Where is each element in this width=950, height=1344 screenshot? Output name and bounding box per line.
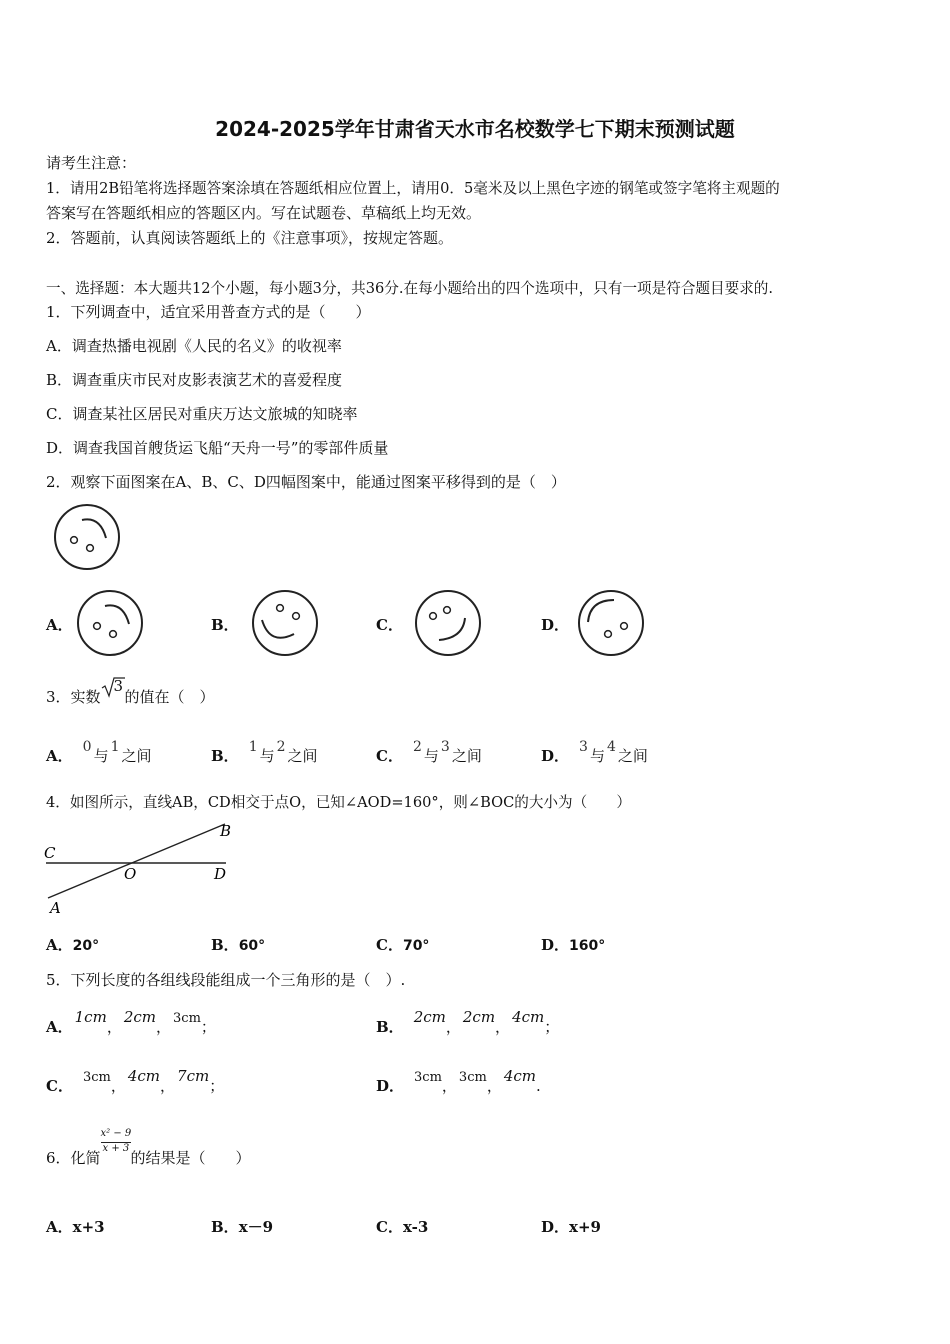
q5-a-v3: 3cm — [173, 1011, 201, 1026]
q3-c-lo: 2 — [412, 739, 422, 755]
q2-face-c — [413, 588, 483, 658]
q3-option-b — [211, 739, 318, 766]
q2-face-a — [75, 588, 145, 658]
q1-option-c: C．调查某社区居民对重庆万达文旅城的知晓率 — [46, 405, 358, 423]
notice-heading: 请考生注意： — [46, 154, 137, 172]
q5-a-end: ； — [200, 1018, 216, 1036]
q6-value-d: x+9 — [569, 1218, 601, 1236]
q4-value-d: 160° — [569, 938, 606, 954]
q3-b-and: 与 — [259, 747, 275, 765]
q3-d-hi: 4 — [606, 739, 616, 755]
q1-option-a: A．调查热播电视剧《人民的名义》的收视率 — [46, 337, 342, 355]
q5-d-v2: 3cm — [458, 1070, 487, 1085]
q3-a-hi: 1 — [110, 739, 120, 755]
q5-option-d — [376, 1067, 541, 1096]
q5-b-end: ； — [544, 1018, 560, 1036]
q5-a-v2: 2cm — [123, 1008, 156, 1026]
q5-c-sep1: ， — [110, 1077, 126, 1095]
label-a: A — [50, 899, 61, 917]
q6-label-c: C． — [376, 1218, 403, 1236]
q5-d-v1: 3cm — [414, 1070, 442, 1085]
q5-label-a: A． — [46, 1018, 73, 1036]
q4-value-a: 20° — [72, 938, 100, 954]
q2-original-face — [52, 502, 122, 572]
q3-a-lo: 0 — [82, 739, 92, 755]
q5-c-v1: 3cm — [82, 1070, 111, 1085]
q1-option-b: B．调查重庆市民对皮影表演艺术的喜爱程度 — [46, 371, 343, 389]
q6-value-b: x－9 — [238, 1218, 274, 1236]
q4-label-b: B． — [211, 936, 239, 954]
q5-label-d: D． — [376, 1077, 405, 1095]
q3-b-hi: 2 — [276, 739, 286, 755]
q6-stem-pre: 6．化简 — [46, 1149, 101, 1167]
q5-c-v3: 7cm — [177, 1067, 210, 1085]
q4-stem: 4．如图所示，直线AB，CD相交于点O，已知∠AOD=160°，则∠BOC的大小为（ ） — [46, 794, 631, 811]
label-b: B — [220, 822, 232, 840]
q5-b-v3: 4cm — [512, 1008, 545, 1026]
q4-value-b: 60° — [238, 938, 266, 954]
q1-option-d: D．调查我国首艘货运飞船“天舟一号”的零部件质量 — [46, 439, 389, 457]
q6-option-c — [376, 1216, 428, 1237]
q3-d-and: 与 — [589, 747, 605, 765]
q5-label-b: B． — [376, 1018, 404, 1036]
q4-option-b — [211, 934, 265, 955]
q6-numerator: x² − 9 — [100, 1128, 132, 1139]
q6-label-d: D． — [541, 1218, 570, 1236]
q3-stem-pre: 3．实数 — [46, 688, 101, 706]
q3-c-and: 与 — [423, 747, 439, 765]
page-title: 2024-2025学年甘肃省天水市名校数学七下期末预测试题 — [215, 117, 735, 141]
q3-label-b: B． — [211, 747, 239, 765]
q3-label-a: A． — [46, 747, 73, 765]
q6-option-d — [541, 1216, 601, 1237]
q5-option-c — [46, 1067, 225, 1096]
q5-option-a — [46, 1008, 216, 1037]
q6-option-a — [46, 1216, 105, 1237]
q3-a-and: 与 — [93, 747, 109, 765]
q2-label-c: C． — [376, 616, 403, 634]
q3-d-lo: 3 — [579, 739, 588, 755]
q5-d-sep2: ， — [486, 1077, 502, 1095]
q3-radicand: 3 — [113, 677, 124, 695]
q4-label-c: C． — [376, 936, 403, 954]
section-heading: 一、选择题：本大题共12个小题，每小题3分，共36分.在每小题给出的四个选项中，只有一项是符合题目要求的. — [46, 280, 774, 297]
q5-b-sep1: ， — [445, 1018, 461, 1036]
q5-a-v1: 1cm — [74, 1008, 107, 1026]
q4-option-a — [46, 934, 99, 955]
q5-a-sep1: ， — [106, 1018, 122, 1036]
q5-b-v2: 2cm — [462, 1008, 496, 1026]
q5-d-sep1: ， — [441, 1077, 457, 1095]
q6-fraction — [100, 1128, 132, 1163]
q2-label-d: D． — [541, 616, 570, 634]
q3-c-between: 之间 — [451, 747, 482, 765]
q5-stem: 5．下列长度的各组线段能组成一个三角形的是（ ）. — [46, 971, 406, 989]
q4-option-c — [376, 934, 429, 955]
q3-b-lo: 1 — [248, 739, 258, 755]
q5-c-end: ； — [209, 1077, 225, 1095]
q2-label-b: B． — [211, 616, 239, 634]
line-ab — [48, 824, 225, 898]
q4-value-c: 70° — [402, 938, 430, 954]
q6-label-a: A． — [46, 1218, 73, 1236]
q3-stem-post: 的值在（ ） — [124, 688, 215, 706]
q6-option-b — [211, 1216, 273, 1237]
q3-b-between: 之间 — [287, 747, 318, 765]
q6-stem — [46, 1128, 251, 1168]
q5-c-v2: 4cm — [127, 1067, 161, 1085]
q2-face-b — [250, 588, 320, 658]
notice-line-1a: 1．请用2B铅笔将选择题答案涂填在答题纸相应位置上，请用0．5毫米及以上黑色字迹的钢笔或签字笔将主观题的 — [46, 180, 780, 197]
q3-label-d: D． — [541, 747, 570, 765]
q2-face-d — [576, 588, 646, 658]
q6-value-a: x+3 — [72, 1218, 105, 1236]
label-c: C — [44, 844, 56, 862]
label-o: O — [124, 865, 137, 883]
notice-line-2: 2．答题前，认真阅读答题纸上的《注意事项》，按规定答题。 — [46, 229, 454, 247]
q3-stem — [46, 677, 215, 707]
q6-denominator: x + 3 — [102, 1143, 130, 1154]
q3-sqrt — [101, 676, 125, 695]
q3-c-hi: 3 — [440, 739, 450, 755]
q6-label-b: B． — [211, 1218, 239, 1236]
q5-b-sep2: ， — [495, 1018, 511, 1036]
q3-a-between: 之间 — [121, 747, 152, 765]
q5-a-sep2: ， — [156, 1018, 172, 1036]
q4-figure — [40, 818, 240, 918]
q1-stem: 1．下列调查中，适宜采用普查方式的是（ ） — [46, 303, 371, 321]
q5-option-b — [376, 1008, 560, 1037]
q3-option-d — [541, 739, 648, 766]
q2-stem: 2．观察下面图案在A、B、C、D四幅图案中，能通过图案平移得到的是（ ） — [46, 473, 566, 491]
q3-option-a — [46, 739, 152, 766]
q5-d-v3: 4cm — [503, 1067, 536, 1085]
q5-d-end: . — [536, 1077, 541, 1095]
q3-label-c: C． — [376, 747, 403, 765]
q4-label-d: D． — [541, 936, 570, 954]
q2-label-a: A． — [46, 616, 73, 634]
label-d: D — [214, 865, 227, 883]
q5-b-v1: 2cm — [413, 1008, 446, 1026]
q4-option-d — [541, 934, 605, 955]
q3-option-c — [376, 739, 482, 766]
notice-line-1b: 答案写在答题纸相应的答题区内。写在试题卷、草稿纸上均无效。 — [46, 204, 482, 222]
q6-stem-post: 的结果是（ ） — [130, 1149, 251, 1167]
q4-label-a: A． — [46, 936, 73, 954]
q5-c-sep2: ， — [160, 1077, 176, 1095]
q5-label-c: C． — [46, 1077, 73, 1095]
q6-value-c: x-3 — [402, 1218, 429, 1236]
q3-d-between: 之间 — [617, 747, 648, 765]
